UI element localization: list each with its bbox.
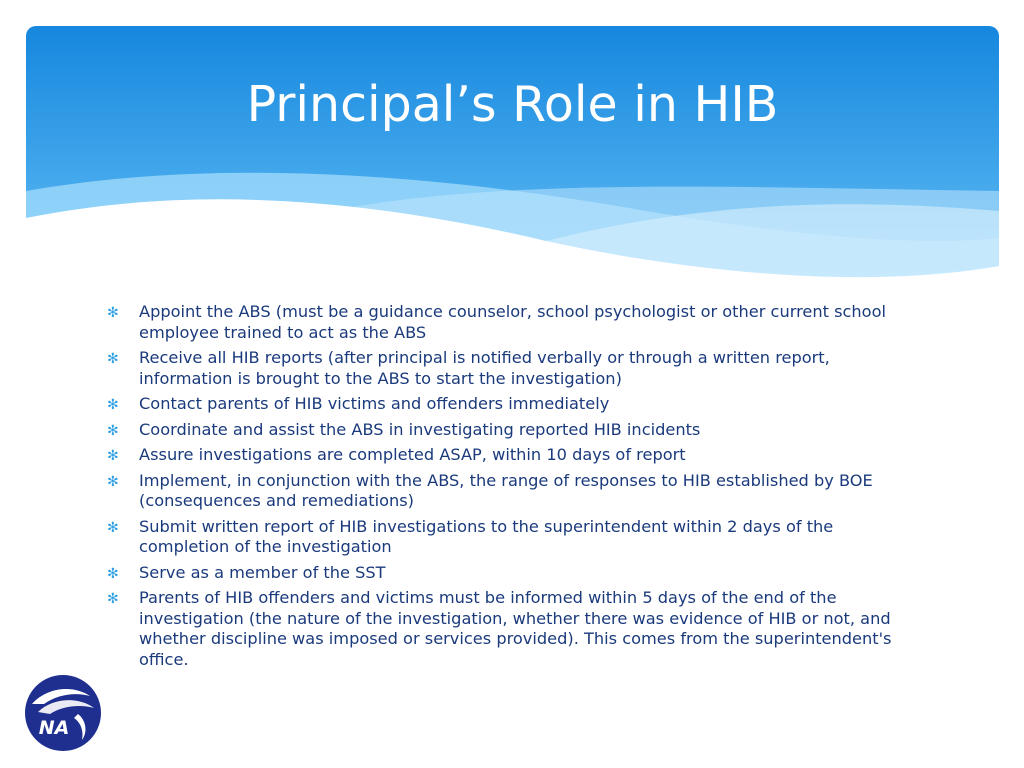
list-item-text: Receive all HIB reports (after principal is notified verbally or through a written report, information is brought to the ABS to start the investigation) (139, 348, 830, 388)
list-item (106, 348, 926, 389)
bullet-list (106, 302, 926, 675)
list-item (106, 445, 926, 466)
bullet-star-icon: ✻ (107, 519, 119, 536)
school-logo (24, 674, 102, 752)
bullet-star-icon: ✻ (107, 397, 119, 413)
list-item-text: Submit written report of HIB investigations to the superintendent within 2 days of the completion of the investigation (139, 516, 834, 556)
title-banner (26, 26, 999, 286)
list-item-text: Implement, in conjunction with the ABS, the range of responses to HIB established by BOE (consequences and remediations) (139, 470, 873, 510)
list-item (106, 394, 926, 415)
bullet-star-icon: ✻ (107, 422, 119, 439)
list-item-text: Appoint the ABS (must be a guidance counselor, school psychologist or other current school employee trained to act as the ABS (139, 302, 886, 342)
banner-background (26, 26, 999, 286)
bullet-star-icon: ✻ (107, 305, 119, 321)
list-item (106, 563, 926, 584)
bullet-star-icon: ✻ (107, 473, 119, 490)
bullet-star-icon: ✻ (107, 591, 119, 607)
list-item (106, 302, 926, 343)
logo-letters: NA (38, 717, 70, 739)
list-item-text: Contact parents of HIB victims and offenders immediately (139, 394, 610, 413)
list-item-text: Coordinate and assist the ABS in investigating reported HIB incidents (139, 419, 701, 439)
list-item-text: Assure investigations are completed ASAP, within 10 days of report (139, 445, 686, 464)
list-item-text: Parents of HIB offenders and victims must be informed within 5 days of the end of the investigation (the nature of the investigation, whether there was evidence of HIB or not, and whether discipline was imposed or services provided). This comes from the superintendent's office. (139, 588, 892, 669)
slide-title: Principal’s Role in HIB (246, 76, 779, 133)
logo-graphic (24, 674, 102, 752)
list-item-text: Serve as a member of the SST (139, 562, 386, 582)
list-item (106, 471, 926, 512)
bullet-star-icon: ✻ (107, 351, 119, 367)
list-item (106, 420, 926, 441)
list-item (106, 517, 926, 558)
bullet-star-icon: ✻ (107, 565, 119, 582)
list-item (106, 588, 926, 670)
bullet-star-icon: ✻ (107, 448, 119, 464)
